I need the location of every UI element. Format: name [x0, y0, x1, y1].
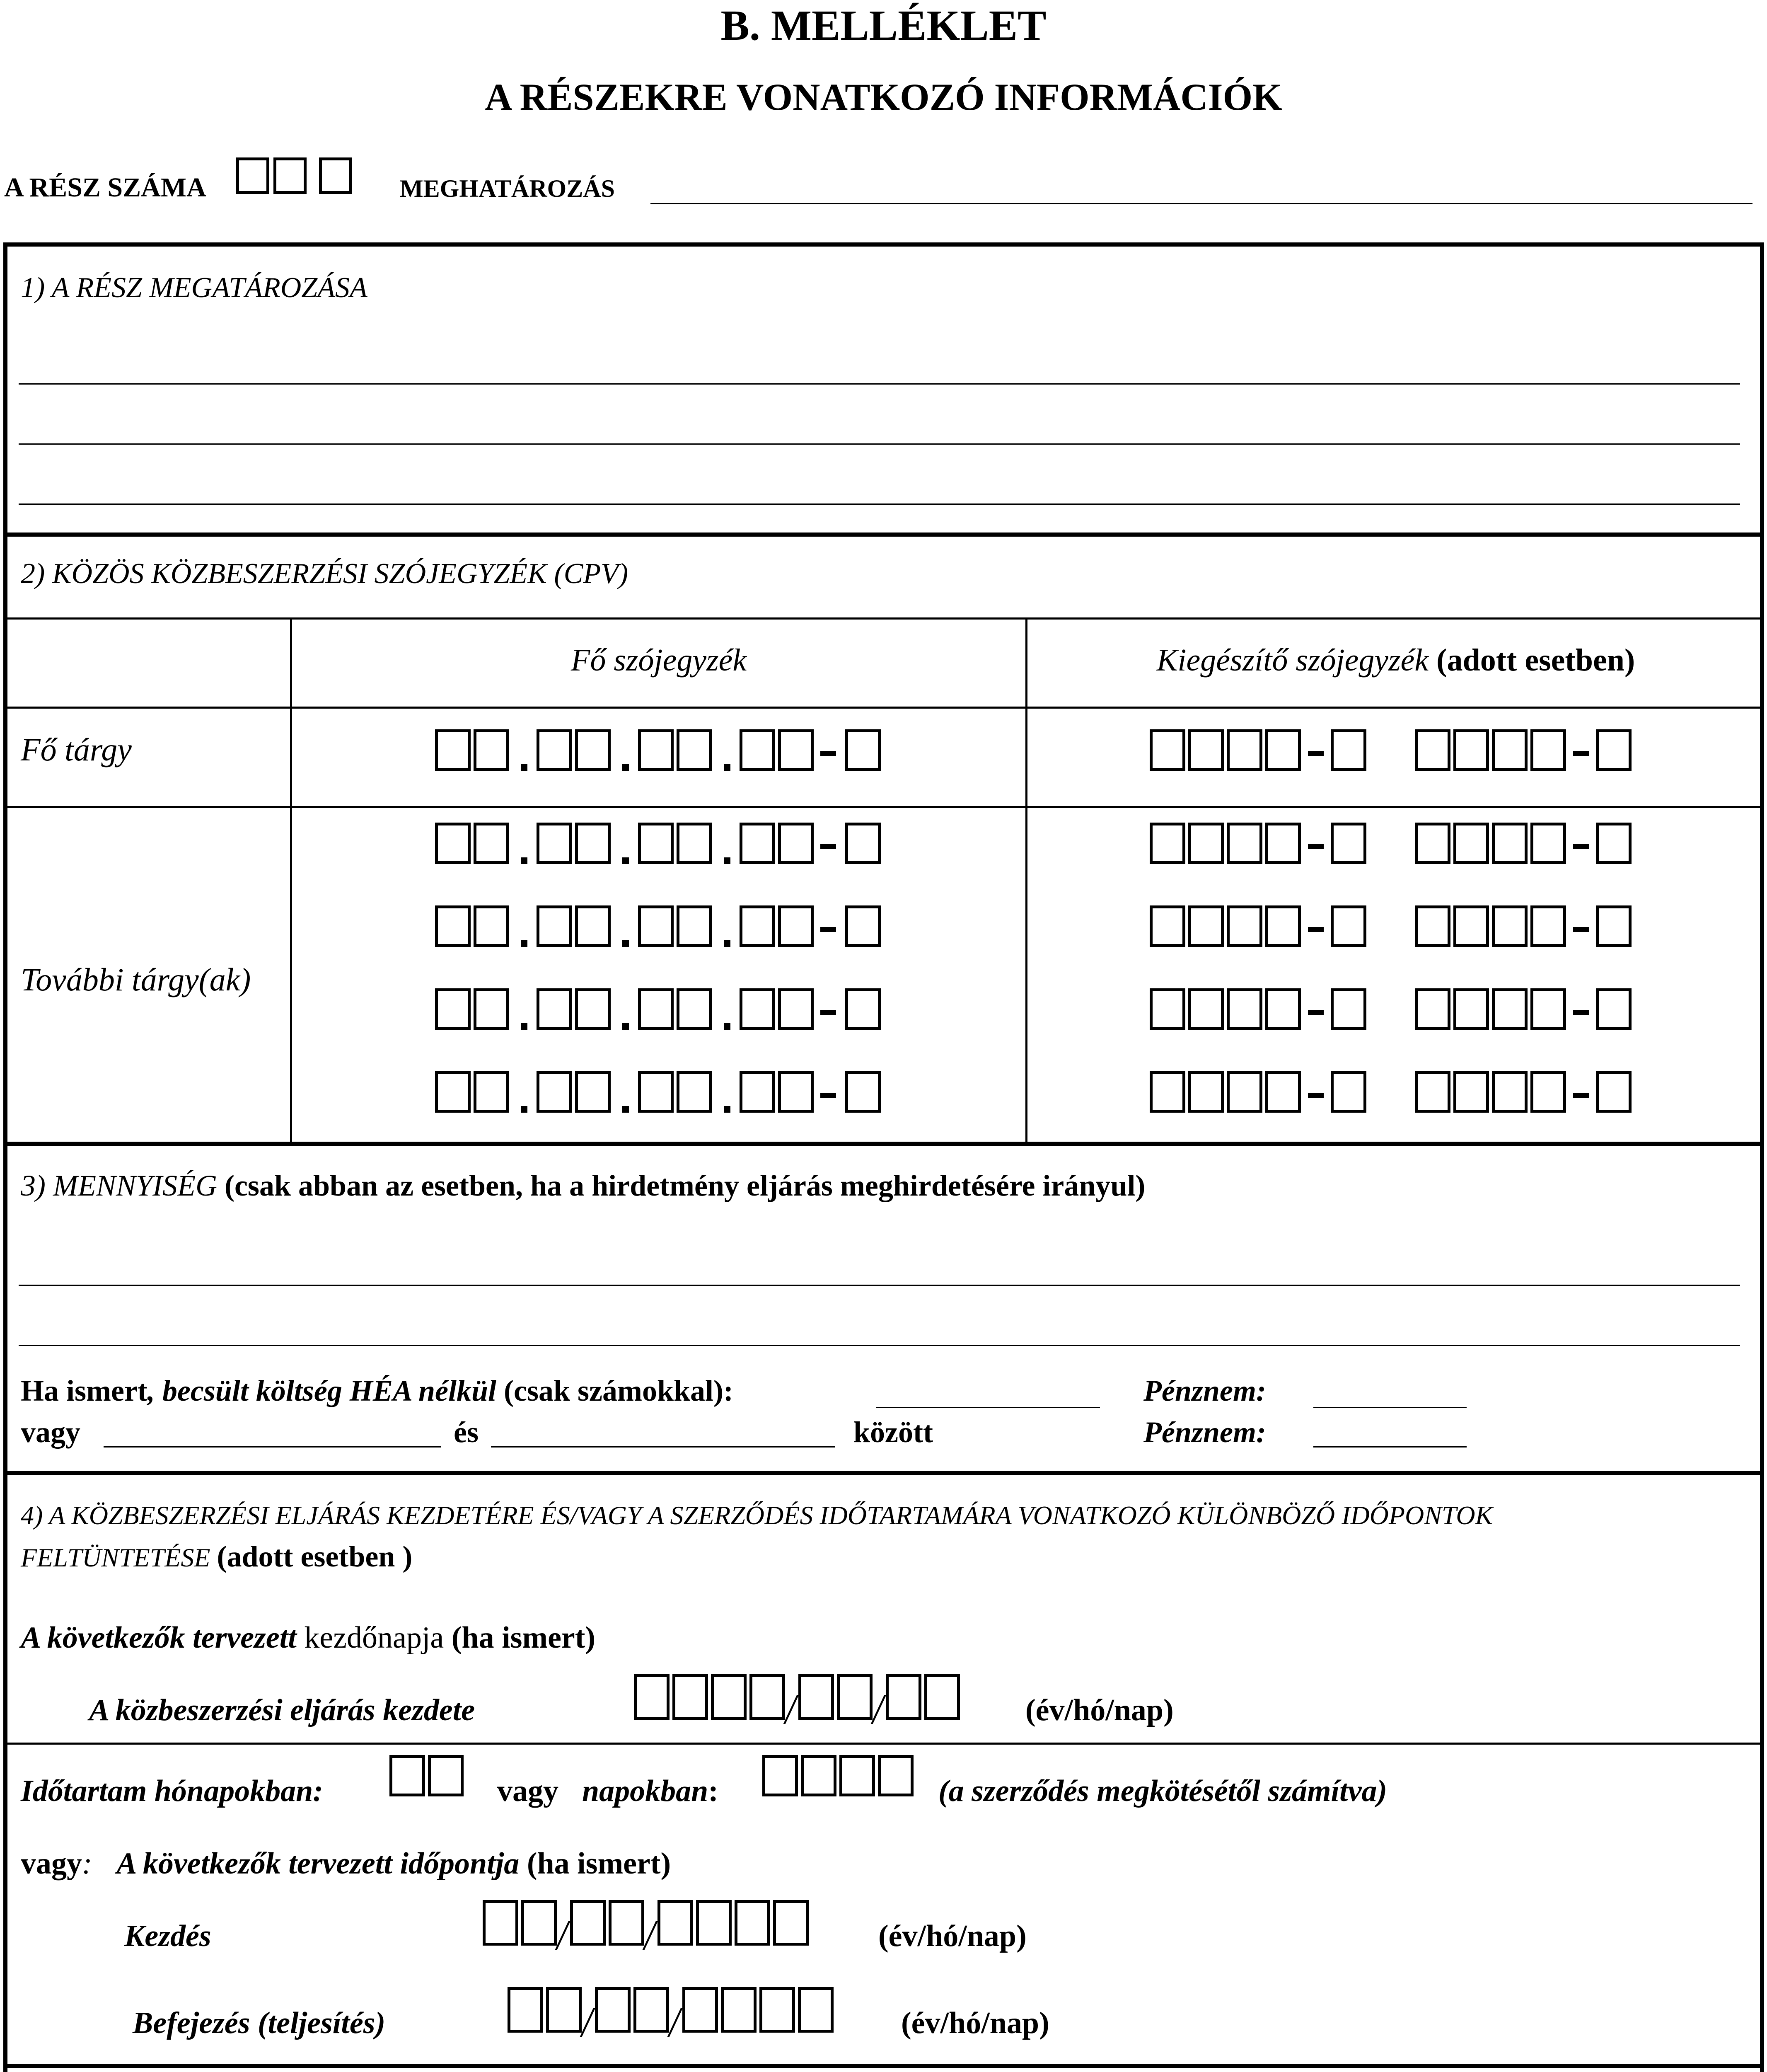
- start-date-label: Kezdés: [124, 1919, 211, 1953]
- divider-2-3: [3, 1142, 1764, 1146]
- section4-title-note: (adott esetben ): [217, 1540, 413, 1573]
- section4-title-line1: 4) A KÖZBESZERZÉSI ELJÁRÁS KEZDETÉRE ÉS/VAGY A SZERZŐDÉS IDŐTARTAMÁRA VONATKOZÓ KÜLÖNBÖZŐ IDŐPONTOK: [21, 1501, 1493, 1530]
- cpv-table-main-border: [3, 806, 1764, 808]
- range-max-field[interactable]: [491, 1446, 835, 1447]
- duration-months-label: Időtartam hónapokban:: [21, 1774, 323, 1808]
- section3-title-b: (csak abban az esetben, ha a hirdetmény eljárás meghirdetésére irányul): [224, 1169, 1146, 1202]
- date-digit-box[interactable]: [721, 1987, 757, 2033]
- section3-title-a: 3) MENNYISÉG: [21, 1169, 217, 1202]
- cpv-digit-box[interactable]: [537, 729, 572, 771]
- duration-or-label: vagy: [497, 1774, 558, 1808]
- cpv-supp-box[interactable]: [1150, 729, 1185, 771]
- estimated-cost-b: , becsült költség HÉA nélkül: [147, 1374, 497, 1407]
- section2-title: 2) KÖZÖS KÖZBESZERZÉSI SZÓJEGYZÉK (CPV): [21, 558, 628, 590]
- cpv-digit-box[interactable]: [677, 905, 712, 947]
- cpv-supp-box[interactable]: [1188, 1071, 1224, 1113]
- cpv-col-supp-header: [1027, 644, 1764, 676]
- cpv-digit-box[interactable]: [435, 988, 471, 1030]
- cpv-digit-box[interactable]: [537, 988, 572, 1030]
- cpv-supp-dash: [1308, 844, 1324, 849]
- cpv-digit-box[interactable]: [740, 988, 775, 1030]
- cpv-dot: [521, 857, 527, 864]
- cpv-check-box[interactable]: [845, 1071, 881, 1113]
- cpv-digit-box[interactable]: [778, 905, 814, 947]
- cpv-supp-box[interactable]: [1227, 988, 1262, 1030]
- estimated-cost-field[interactable]: [876, 1407, 1100, 1408]
- cpv-supp-box[interactable]: [1453, 905, 1489, 947]
- cpv-digit-box[interactable]: [740, 823, 775, 864]
- cpv-digit-box[interactable]: [638, 1071, 674, 1113]
- date-digit-box[interactable]: [657, 1900, 693, 1946]
- duration-days-text: napokban: [582, 1774, 708, 1808]
- cpv-supp-dash: [1308, 927, 1324, 932]
- cpv-col-divider-1: [290, 617, 292, 1144]
- cpv-dot: [724, 1023, 730, 1030]
- cpv-supp-dash: [1573, 927, 1589, 932]
- cpv-digit-box[interactable]: [435, 905, 471, 947]
- cpv-supp-check-box[interactable]: [1596, 988, 1632, 1030]
- cpv-dash: [820, 1010, 836, 1015]
- start-date-ymd: (év/hó/nap): [878, 1919, 1027, 1953]
- cpv-digit-box[interactable]: [474, 823, 509, 864]
- cpv-supp-box[interactable]: [1265, 988, 1301, 1030]
- cpv-table-header-border: [3, 707, 1764, 709]
- date-digit-box[interactable]: [711, 1674, 747, 1720]
- cpv-check-box[interactable]: [845, 905, 881, 947]
- cpv-col-supp-label: Kiegészítő szójegyzék: [1156, 643, 1429, 678]
- section3-title: [21, 1171, 1145, 1201]
- planned-dates-heading: [21, 1848, 671, 1879]
- cpv-digit-box[interactable]: [435, 1071, 471, 1113]
- cpv-digit-box[interactable]: [677, 823, 712, 864]
- planned-b: kezdőnapja: [304, 1621, 444, 1655]
- planned-a: A következők tervezett: [21, 1621, 297, 1655]
- date-digit-box[interactable]: [837, 1674, 873, 1720]
- cpv-supp-box[interactable]: [1530, 988, 1566, 1030]
- date-digit-box[interactable]: [735, 1900, 770, 1946]
- cpv-digit-box[interactable]: [435, 823, 471, 864]
- months-digit-box[interactable]: [389, 1755, 425, 1796]
- date-digit-box[interactable]: [521, 1900, 557, 1946]
- cpv-supp-dash: [1308, 1093, 1324, 1098]
- end-date-label: Befejezés (teljesítés): [133, 2006, 386, 2040]
- cpv-dot: [622, 764, 629, 771]
- cpv-supp-box[interactable]: [1415, 905, 1450, 947]
- estimated-cost-label: [21, 1376, 733, 1406]
- cpv-dot: [521, 764, 527, 771]
- date-digit-box[interactable]: [886, 1674, 921, 1720]
- cpv-digit-box[interactable]: [575, 729, 611, 771]
- cpv-supp-box[interactable]: [1227, 1071, 1262, 1113]
- procedure-start-ymd: (év/hó/nap): [1025, 1693, 1174, 1727]
- cpv-digit-box[interactable]: [677, 729, 712, 771]
- cpv-supp-box[interactable]: [1415, 1071, 1450, 1113]
- date-digit-box[interactable]: [672, 1674, 708, 1720]
- date-digit-box[interactable]: [798, 1987, 834, 2033]
- section1-title: 1) A RÉSZ MEGATÁROZÁSA: [21, 272, 367, 304]
- cpv-supp-check-box[interactable]: [1331, 905, 1366, 947]
- procedure-start-label: A közbeszerzési eljárás kezdete: [89, 1693, 475, 1727]
- cpv-check-box[interactable]: [845, 729, 881, 771]
- currency-label-2: Pénznem:: [1143, 1416, 1266, 1449]
- cpv-dot: [521, 1023, 527, 1030]
- cpv-digit-box[interactable]: [677, 1071, 712, 1113]
- cpv-supp-box[interactable]: [1530, 729, 1566, 771]
- cpv-digit-box[interactable]: [638, 905, 674, 947]
- range-or-label: vagy: [21, 1416, 80, 1449]
- page-title: B. MELLÉKLET: [720, 2, 1047, 49]
- cpv-supp-box[interactable]: [1530, 905, 1566, 947]
- cpv-col-main-header: Fő szójegyzék: [570, 643, 747, 678]
- date-digit-box[interactable]: [633, 1987, 669, 2033]
- cpv-supp-box[interactable]: [1415, 823, 1450, 864]
- cpv-digit-box[interactable]: [778, 1071, 814, 1113]
- planned-dates-text: A következők tervezett időpontja: [116, 1847, 520, 1881]
- cpv-supp-box[interactable]: [1415, 988, 1450, 1030]
- cpv-dot: [724, 940, 730, 947]
- divider-1-2: [3, 533, 1764, 537]
- end-date-ymd: (év/hó/nap): [901, 2006, 1049, 2040]
- estimated-cost-c: (csak számokkal):: [504, 1374, 734, 1407]
- days-digit-box[interactable]: [878, 1755, 914, 1796]
- cpv-digit-box[interactable]: [537, 905, 572, 947]
- duration-days-label: [582, 1776, 718, 1806]
- cpv-digit-box[interactable]: [537, 1071, 572, 1113]
- duration-divider: [3, 1743, 1764, 1745]
- date-digit-box[interactable]: [546, 1987, 582, 2033]
- cpv-digit-box[interactable]: [740, 729, 775, 771]
- estimated-cost-a: Ha ismert: [21, 1374, 147, 1407]
- date-digit-box[interactable]: [483, 1900, 518, 1946]
- cpv-supp-box[interactable]: [1265, 823, 1301, 864]
- cpv-dot: [724, 1106, 730, 1113]
- cpv-supp-dash: [1573, 844, 1589, 849]
- cpv-supp-check-box[interactable]: [1331, 1071, 1366, 1113]
- date-digit-box[interactable]: [634, 1674, 670, 1720]
- range-between-label: között: [853, 1416, 933, 1449]
- cpv-dot: [521, 1106, 527, 1113]
- cpv-dot: [724, 764, 730, 771]
- cpv-dash: [820, 927, 836, 932]
- date-digit-box[interactable]: [609, 1900, 644, 1946]
- cpv-supp-box[interactable]: [1265, 1071, 1301, 1113]
- days-digit-box[interactable]: [839, 1755, 875, 1796]
- cpv-dot: [724, 857, 730, 864]
- cpv-supp-box[interactable]: [1227, 729, 1262, 771]
- cpv-supp-check-box[interactable]: [1331, 823, 1366, 864]
- divider-3-4: [3, 1471, 1764, 1475]
- cpv-digit-box[interactable]: [740, 905, 775, 947]
- cpv-digit-box[interactable]: [778, 988, 814, 1030]
- cpv-supp-dash: [1573, 751, 1589, 756]
- cpv-digit-box[interactable]: [575, 1071, 611, 1113]
- date-digit-box[interactable]: [682, 1987, 718, 2033]
- cpv-digit-box[interactable]: [537, 823, 572, 864]
- cpv-supp-check-box[interactable]: [1596, 1071, 1632, 1113]
- section4-title-l2: FELTÜNTETÉSE: [21, 1543, 210, 1572]
- date-digit-box[interactable]: [749, 1674, 785, 1720]
- cpv-digit-box[interactable]: [677, 988, 712, 1030]
- range-and-label: és: [454, 1416, 479, 1449]
- cpv-supp-box[interactable]: [1492, 823, 1528, 864]
- cpv-row-additional-label: További tárgy(ak): [21, 961, 251, 997]
- cpv-col-supp-note: (adott esetben): [1436, 643, 1635, 678]
- cpv-dot: [622, 857, 629, 864]
- cpv-supp-box[interactable]: [1227, 905, 1262, 947]
- cpv-supp-box[interactable]: [1415, 729, 1450, 771]
- planned-dates-note: (ha ismert): [527, 1847, 671, 1881]
- cpv-supp-box[interactable]: [1453, 729, 1489, 771]
- planned-dates-or: vagy: [21, 1847, 82, 1881]
- cpv-supp-box[interactable]: [1188, 905, 1224, 947]
- cpv-supp-check-box[interactable]: [1596, 905, 1632, 947]
- cpv-dash: [820, 751, 836, 756]
- cpv-supp-dash: [1573, 1010, 1589, 1015]
- planned-dates-colon: :: [82, 1847, 92, 1881]
- cpv-digit-box[interactable]: [435, 729, 471, 771]
- cpv-supp-check-box[interactable]: [1596, 729, 1632, 771]
- cpv-supp-box[interactable]: [1150, 1071, 1185, 1113]
- from-contract-note: (a szerződés megkötésétől számítva): [938, 1774, 1387, 1808]
- cpv-supp-box[interactable]: [1492, 1071, 1528, 1113]
- currency-field-1[interactable]: [1313, 1407, 1467, 1408]
- cpv-digit-box[interactable]: [638, 729, 674, 771]
- cpv-check-box[interactable]: [845, 823, 881, 864]
- section4-title-line2: [21, 1542, 412, 1571]
- date-digit-box[interactable]: [798, 1674, 834, 1720]
- range-min-field[interactable]: [104, 1446, 441, 1447]
- cpv-digit-box[interactable]: [474, 988, 509, 1030]
- date-digit-box[interactable]: [595, 1987, 631, 2033]
- cpv-supp-dash: [1308, 751, 1324, 756]
- cpv-supp-box[interactable]: [1492, 905, 1528, 947]
- cpv-supp-box[interactable]: [1492, 988, 1528, 1030]
- cpv-supp-box[interactable]: [1188, 729, 1224, 771]
- definition-label: MEGHATÁROZÁS: [400, 175, 615, 202]
- cpv-supp-box[interactable]: [1188, 823, 1224, 864]
- date-digit-box[interactable]: [570, 1900, 606, 1946]
- cpv-supp-box[interactable]: [1188, 988, 1224, 1030]
- date-digit-box[interactable]: [696, 1900, 732, 1946]
- days-digit-box[interactable]: [801, 1755, 836, 1796]
- page-subtitle: A RÉSZEKRE VONATKOZÓ INFORMÁCIÓK: [485, 76, 1282, 118]
- planned-start-heading: [21, 1622, 595, 1653]
- cpv-supp-check-box[interactable]: [1331, 988, 1366, 1030]
- cpv-digit-box[interactable]: [575, 988, 611, 1030]
- divider-4-5: [3, 2064, 1764, 2068]
- cpv-dot: [622, 1023, 629, 1030]
- duration-days-colon: :: [708, 1774, 718, 1808]
- part-number-label: A RÉSZ SZÁMA: [4, 172, 206, 203]
- cpv-supp-box[interactable]: [1453, 1071, 1489, 1113]
- cpv-digit-box[interactable]: [638, 988, 674, 1030]
- cpv-dash: [820, 844, 836, 849]
- cpv-table-top-border: [3, 617, 1764, 620]
- cpv-supp-box[interactable]: [1453, 823, 1489, 864]
- definition-field[interactable]: [650, 203, 1752, 204]
- cpv-supp-box[interactable]: [1150, 823, 1185, 864]
- cpv-digit-box[interactable]: [778, 729, 814, 771]
- cpv-digit-box[interactable]: [575, 905, 611, 947]
- cpv-digit-box[interactable]: [474, 905, 509, 947]
- cpv-check-box[interactable]: [845, 988, 881, 1030]
- cpv-row-main-label: Fő tárgy: [21, 731, 132, 767]
- cpv-digit-box[interactable]: [740, 1071, 775, 1113]
- cpv-digit-box[interactable]: [778, 823, 814, 864]
- cpv-supp-box[interactable]: [1530, 823, 1566, 864]
- cpv-dot: [622, 940, 629, 947]
- currency-label-1: Pénznem:: [1143, 1374, 1266, 1407]
- cpv-supp-dash: [1308, 1010, 1324, 1015]
- cpv-dot: [622, 1106, 629, 1113]
- cpv-supp-box[interactable]: [1453, 988, 1489, 1030]
- date-digit-box[interactable]: [508, 1987, 543, 2033]
- cpv-dot: [521, 940, 527, 947]
- days-digit-box[interactable]: [762, 1755, 798, 1796]
- cpv-supp-box[interactable]: [1492, 729, 1528, 771]
- date-digit-box[interactable]: [759, 1987, 795, 2033]
- cpv-dash: [820, 1093, 836, 1098]
- months-digit-box[interactable]: [428, 1755, 464, 1796]
- cpv-col-divider-2: [1025, 617, 1027, 1144]
- currency-field-2[interactable]: [1313, 1446, 1467, 1447]
- cpv-digit-box[interactable]: [575, 823, 611, 864]
- cpv-digit-box[interactable]: [474, 729, 509, 771]
- cpv-supp-box[interactable]: [1530, 1071, 1566, 1113]
- cpv-supp-box[interactable]: [1150, 905, 1185, 947]
- cpv-supp-box[interactable]: [1150, 988, 1185, 1030]
- planned-c: (ha ismert): [451, 1621, 596, 1655]
- cpv-digit-box[interactable]: [638, 823, 674, 864]
- cpv-supp-dash: [1573, 1093, 1589, 1098]
- cpv-supp-box[interactable]: [1265, 905, 1301, 947]
- date-digit-box[interactable]: [924, 1674, 960, 1720]
- cpv-supp-box[interactable]: [1227, 823, 1262, 864]
- cpv-supp-box[interactable]: [1265, 729, 1301, 771]
- date-digit-box[interactable]: [773, 1900, 809, 1946]
- cpv-supp-check-box[interactable]: [1331, 729, 1366, 771]
- cpv-supp-check-box[interactable]: [1596, 823, 1632, 864]
- cpv-digit-box[interactable]: [474, 1071, 509, 1113]
